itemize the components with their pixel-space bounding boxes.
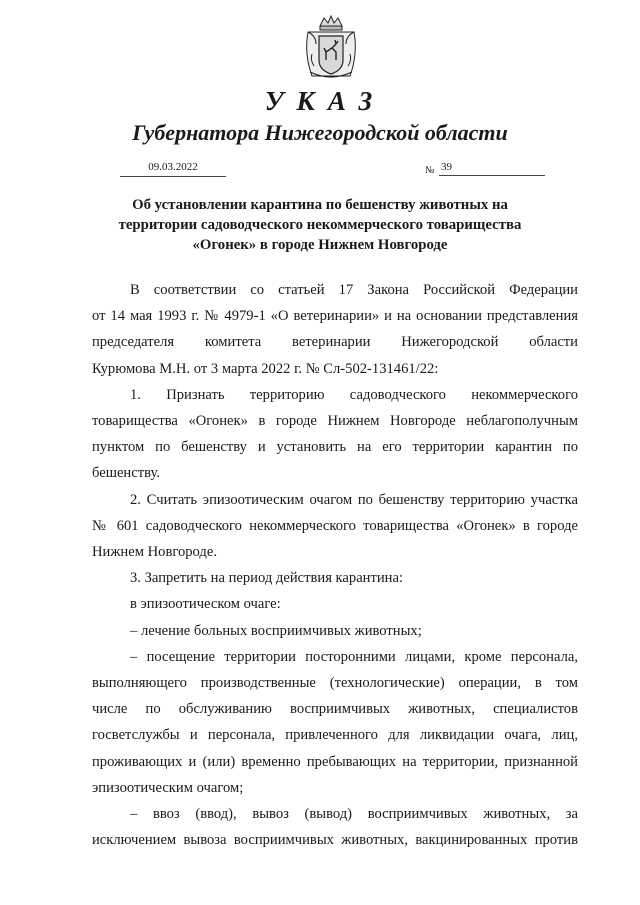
text-line: госветслужбы и персонала, привлеченного для ликвидации очага, лиц, xyxy=(92,727,578,744)
decree-date: 09.03.2022 xyxy=(120,161,226,177)
text-line: в эпизоотическом очаге: xyxy=(130,596,281,613)
document-title xyxy=(80,195,560,255)
number-label: № xyxy=(425,165,435,176)
decree-heading: УКАЗ xyxy=(264,86,386,116)
title-line: территории садоводческого некоммерческого товарищества xyxy=(118,217,522,233)
text-line: проживающих и (или) временно пребывающих на территории, признанной xyxy=(92,753,578,770)
text-line: бешенству. xyxy=(92,465,160,482)
title-line: Об установлении карантина по бешенству животных на xyxy=(132,197,508,213)
text-line: – посещение территории посторонними лицами, кроме персонала, xyxy=(130,648,578,665)
title-line: «Огонек» в городе Нижнем Новгороде xyxy=(192,237,448,253)
decree-number: 39 xyxy=(439,161,545,176)
text-line: – лечение больных восприимчивых животных; xyxy=(130,622,422,639)
coat-of-arms-icon xyxy=(302,14,360,84)
text-line: числе по обслуживанию восприимчивых животных, специалистов xyxy=(92,701,578,718)
text-line: Курюмова М.Н. от 3 марта 2022 г. № Сл-502-131461/22: xyxy=(92,360,439,377)
text-line: исключением вывоза восприимчивых животных, вакцинированных против xyxy=(92,832,578,849)
text-line: В соответствии со статьей 17 Закона Российской Федерации xyxy=(130,282,578,298)
text-line: Нижнем Новгороде. xyxy=(92,544,217,561)
text-line: выполняющего производственные (технологические) операции, в том xyxy=(92,675,578,692)
text-line: пунктом по бешенству и установить на его территории карантин по xyxy=(92,439,578,456)
text-line: 3. Запретить на период действия карантина: xyxy=(130,570,404,587)
issuer-heading: Губернатора Нижегородской области xyxy=(132,120,508,145)
text-line: от 14 мая 1993 г. № 4979-1 «О ветеринарии» и на основании представления xyxy=(92,308,578,325)
text-line: председателя комитета ветеринарии Нижегородской области xyxy=(92,334,578,351)
text-line: эпизоотическим очагом; xyxy=(92,779,244,796)
text-line: – ввоз (ввод), вывоз (вывод) восприимчивых животных, за xyxy=(130,806,578,823)
text-line: № 601 садоводческого некоммерческого товарищества «Огонек» в городе xyxy=(92,517,578,534)
text-line: 2. Считать эпизоотическим очагом по бешенству территорию участка xyxy=(130,491,578,508)
text-line: товарищества «Огонек» в городе Нижнем Новгороде неблагополучным xyxy=(92,413,578,430)
document-body xyxy=(92,277,578,853)
text-line: 1. Признать территорию садоводческого некоммерческого xyxy=(130,386,578,403)
